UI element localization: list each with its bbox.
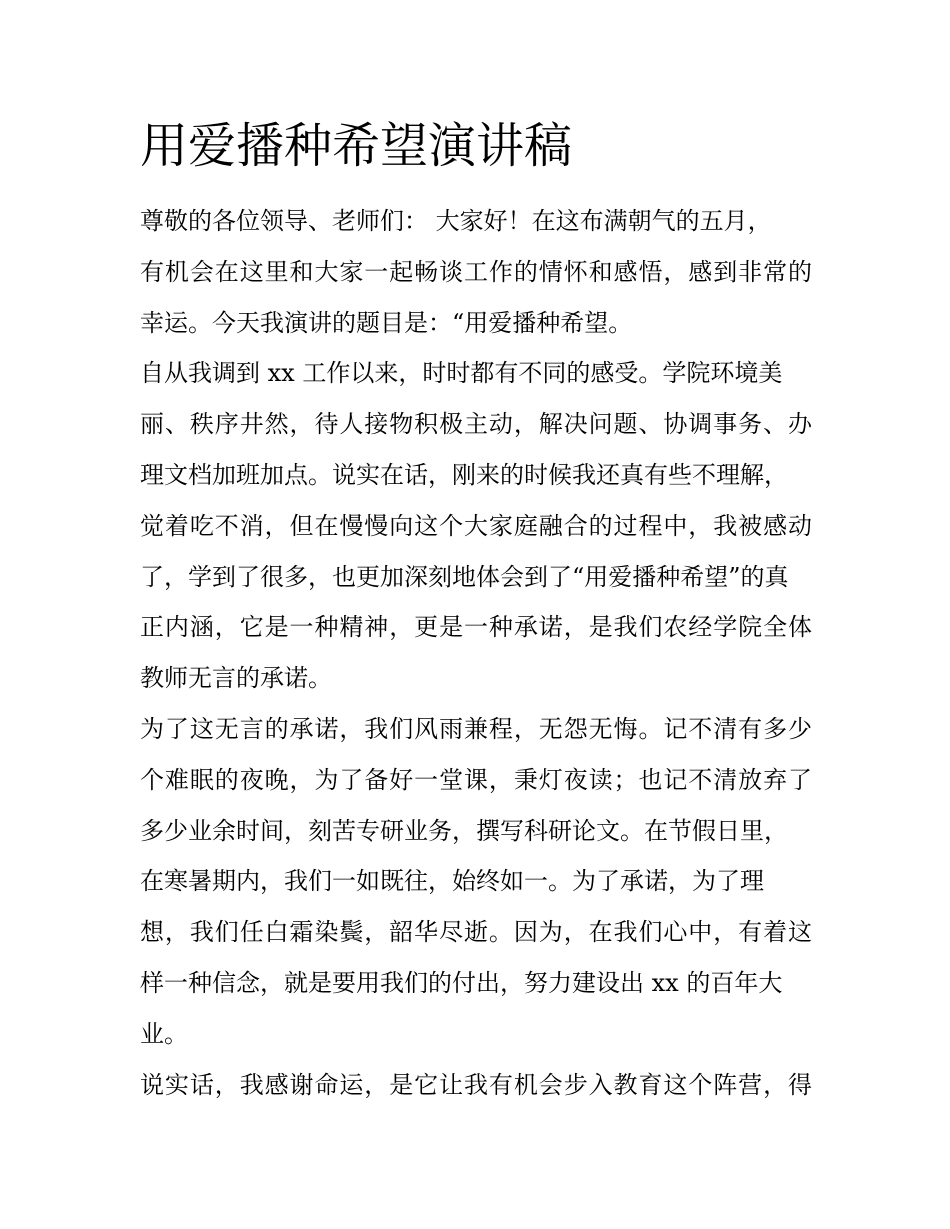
text-line: 了，学到了很多，也更加深刻地体会到了“用爱播种希望”的真 [140, 562, 789, 591]
text-line: 理文档加班加点。说实在话，刚来的时候我还真有些不理解， [140, 460, 788, 489]
text-line: 说实话，我感谢命运，是它让我有机会步入教育这个阵营，得 [140, 1070, 812, 1099]
document-body [140, 196, 812, 1110]
text-line: 丽、秩序井然，待人接物积极主动，解决问题、协调事务、办 [140, 410, 812, 439]
text-line: 多少业余时间，刻苦专研业务，撰写科研论文。在节假日里， [140, 816, 788, 845]
text-line: 样一种信念，就是要用我们的付出，努力建设出 xx 的百年大 [140, 968, 783, 997]
text-line: 幸运。今天我演讲的题目是：“用爱播种希望。 [140, 308, 633, 337]
text-line: 自从我调到 xx 工作以来，时时都有不同的感受。学院环境美 [140, 359, 783, 388]
document-title: 用爱播种希望演讲稿 [140, 118, 573, 174]
text-line: 为了这无言的承诺，我们风雨兼程，无怨无悔。记不清有多少 [140, 714, 812, 743]
text-line: 业。 [140, 1019, 188, 1048]
text-line: 有机会在这里和大家一起畅谈工作的情怀和感悟，感到非常的 [140, 257, 812, 286]
text-line: 想，我们任白霜染鬓，韶华尽逝。因为，在我们心中，有着这 [140, 918, 812, 947]
text-line: 尊敬的各位领导、老师们： 大家好！在这布满朝气的五月， [140, 207, 772, 235]
text-line: 觉着吃不消，但在慢慢向这个大家庭融合的过程中，我被感动 [140, 511, 812, 540]
text-line: 正内涵，它是一种精神，更是一种承诺，是我们农经学院全体 [140, 613, 812, 642]
text-line: 个难眠的夜晚，为了备好一堂课，秉灯夜读；也记不清放弃了 [140, 765, 812, 794]
text-line: 教师无言的承诺。 [140, 664, 332, 693]
text-line: 在寒暑期内，我们一如既往，始终如一。为了承诺，为了理 [140, 867, 764, 896]
